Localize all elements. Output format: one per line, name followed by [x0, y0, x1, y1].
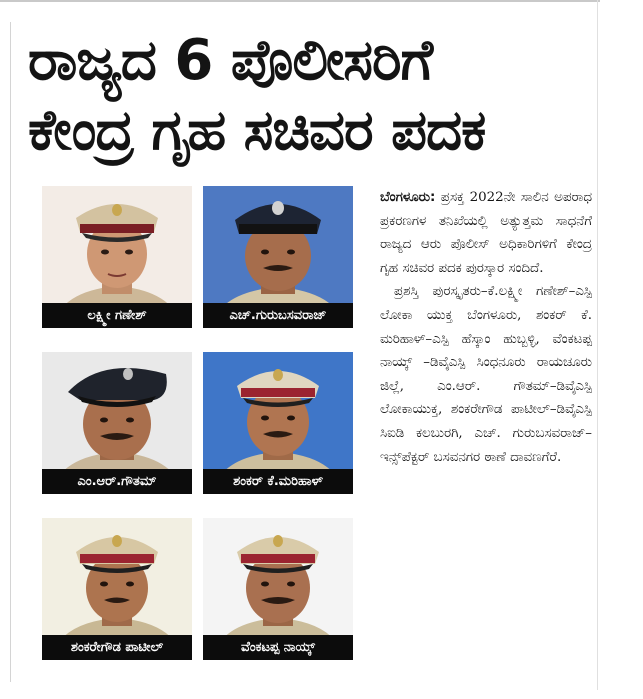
photo-caption: ಲಕ್ಷ್ಮೀ ಗಣೇಶ್	[42, 303, 192, 328]
dateline: ಬೆಂಗಳೂರು:	[380, 190, 436, 205]
right-column-rule	[597, 0, 598, 690]
headline-line-2: ಕೇಂದ್ರ ಗೃಹ ಸಚಿವರ ಪದಕ	[28, 98, 486, 163]
left-column-rule	[10, 22, 11, 682]
photo-caption: ಶಂಕರ್ ಕೆ.ಮರಿಹಾಳ್	[203, 469, 353, 494]
headline-line-1: ರಾಜ್ಯದ 6 ಪೊಲೀಸರಿಗೆ	[28, 28, 433, 93]
top-rule	[0, 0, 600, 2]
article-paragraph-1-text: ಪ್ರಸಕ್ತ 2022ನೇ ಸಾಲಿನ ಅಪರಾಧ ಪ್ರಕರಣಗಳ ತನಿಖೆಯಲ್ಲಿ ಅತ್ಯುತ್ತಮ ಸಾಧನೆಗೆ ರಾಜ್ಯದ ಆರು ಪೊಲೀಸ್ ಅಧಿಕಾರಿಗಳಿಗೆ ಕೇಂದ್ರ ಗೃಹ ಸಚಿವರ ಪದಕ ಪುರಸ್ಕಾರ ಸಂದಿದೆ.	[380, 190, 592, 276]
article-paragraph-1	[380, 186, 592, 280]
photo-caption: ಶಂಕರೇಗೌಡ ಪಾಟೀಲ್	[42, 635, 192, 660]
officer-photo-h-gurubasavaraj	[203, 186, 353, 328]
officer-photo-lakshmi-ganesh	[42, 186, 192, 328]
officer-photo-shankar-k-marihal	[203, 352, 353, 494]
officer-photo-shankaregowda-patil	[42, 518, 192, 660]
officer-photo-venkatappa-naik	[203, 518, 353, 660]
photo-caption: ಎಚ್.ಗುರುಬಸವರಾಜ್	[203, 303, 353, 328]
photo-caption: ವೆಂಕಟಪ್ಪ ನಾಯ್ಕ್	[203, 635, 353, 660]
article-body	[380, 186, 592, 469]
officer-photo-m-r-gautham	[42, 352, 192, 494]
article-paragraph-2: ಪ್ರಶಸ್ತಿ ಪುರಸ್ಕೃತರು–ಕೆ.ಲಕ್ಷ್ಮೀ ಗಣೇಶ್–ಎಸ್ಪಿ ಲೋಕಾ ಯುಕ್ತ ಬೆಂಗಳೂರು, ಶಂಕರ್ ಕೆ. ಮರಿಹಾಳ್–ಎಸ್ಪಿ ಹೆಸ್ಕಾಂ ಹುಬ್ಬಳ್ಳಿ, ವೆಂಕಟಪ್ಪ ನಾಯ್ಕ್ –ಡಿವೈಎಸ್ಪಿ ಸಿಂಧನೂರು ರಾಯಚೂರು ಜಿಲ್ಲೆ, ಎಂ.ಆರ್. ಗೌತಮ್–ಡಿವೈಎಸ್ಪಿ ಲೋಕಾಯುಕ್ತ, ಶಂಕರೇಗೌಡ ಪಾಟೀಲ್–ಡಿವೈಎಸ್ಪಿ ಸಿಐಡಿ ಕಲಬುರಗಿ, ಎಚ್. ಗುರುಬಸವರಾಜ್–ಇನ್ಸ್‌ಪೆಕ್ಟರ್ ಬಸವನಗರ ಠಾಣೆ ದಾವಣಗೆರೆ.	[380, 284, 592, 465]
photo-caption: ಎಂ.ಆರ್.ಗೌತಮ್	[42, 469, 192, 494]
